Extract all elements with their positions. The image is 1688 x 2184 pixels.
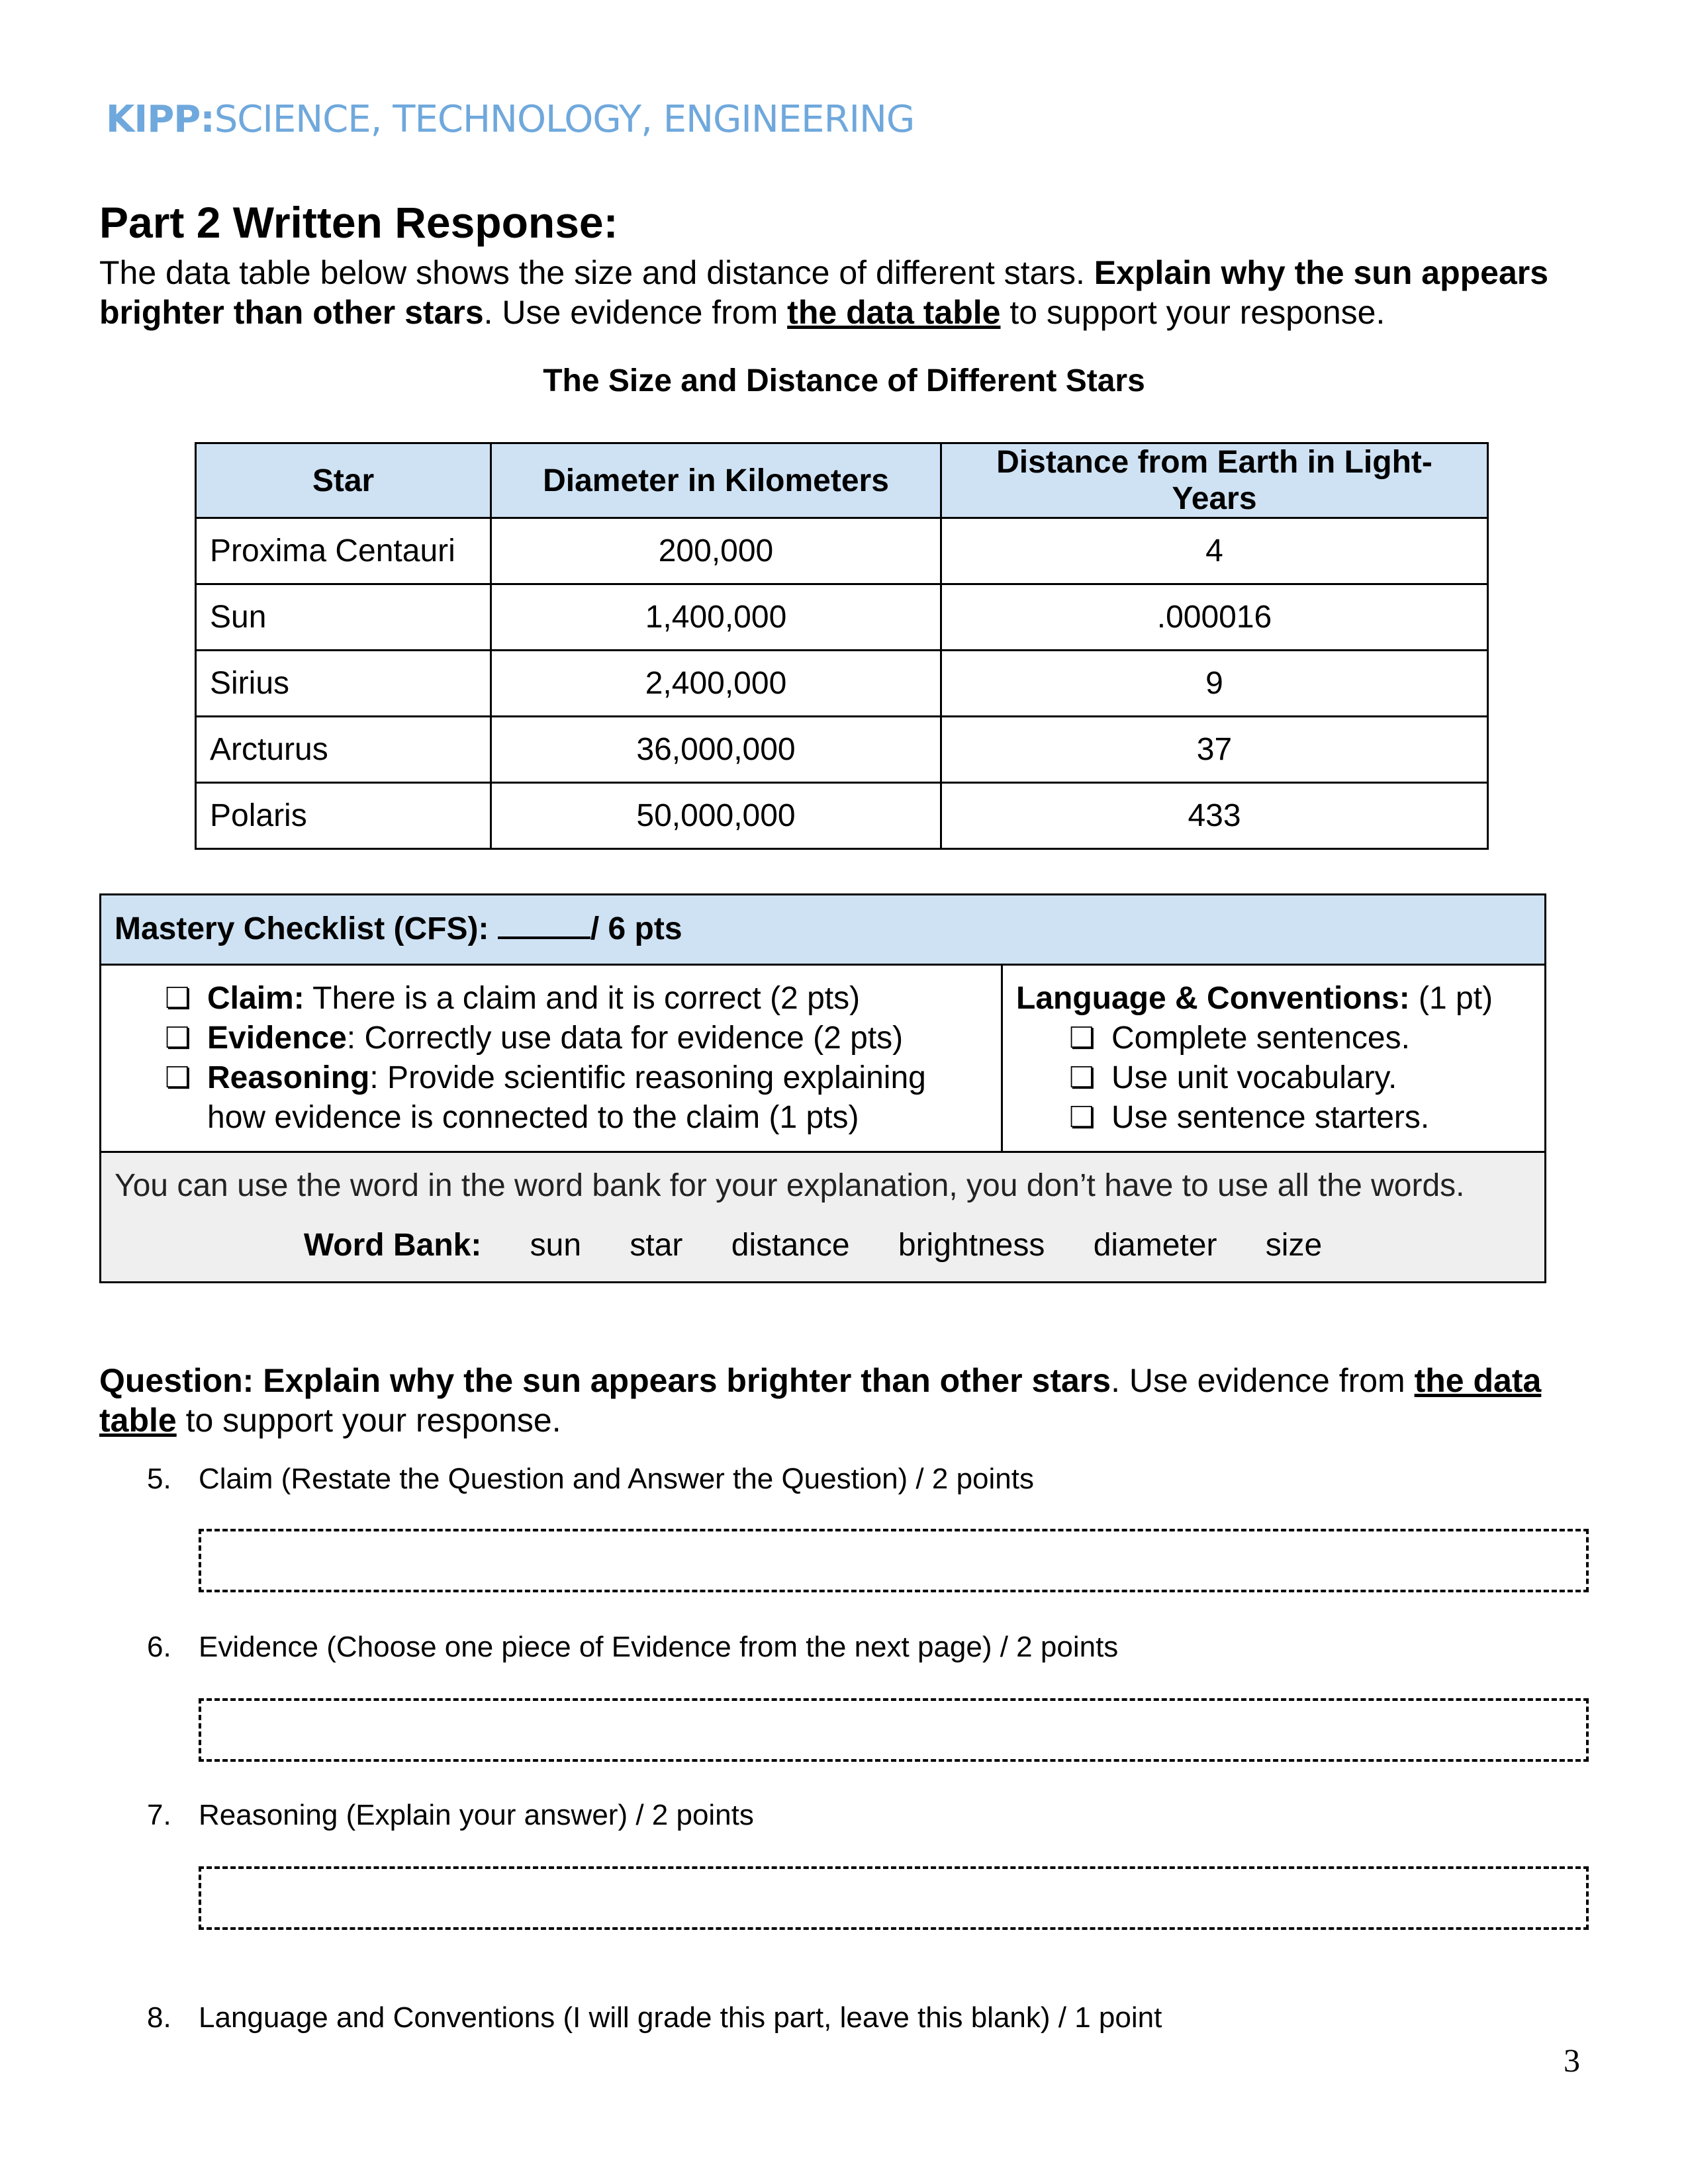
prompt-bold: Explain why the sun appears brighter than other stars	[99, 254, 1549, 331]
question-underlined: the data table	[99, 1362, 1542, 1439]
part-title: Part 2 Written Response:	[99, 198, 618, 247]
table-cell: Polaris	[196, 783, 491, 849]
table-header: Diameter in Kilometers	[491, 443, 941, 518]
table-cell: 200,000	[491, 518, 941, 584]
item-text: Reasoning (Explain your answer) / 2 points	[199, 1799, 754, 1831]
item-text: Claim (Restate the Question and Answer the Question) / 2 points	[199, 1463, 1034, 1495]
word-bank-word: size	[1265, 1228, 1323, 1263]
criterion-label: Reasoning	[207, 1060, 370, 1095]
criterion-claim	[165, 979, 988, 1019]
language-item-text: Use unit vocabulary.	[1111, 1060, 1397, 1095]
item-text: Evidence (Choose one piece of Evidence from the next page) / 2 points	[199, 1631, 1119, 1663]
checkbox-icon[interactable]: ❏	[165, 1021, 191, 1055]
word-bank-word: diameter	[1093, 1228, 1217, 1263]
table-cell: 37	[941, 717, 1488, 783]
word-bank-word: sun	[530, 1228, 582, 1263]
word-bank-note: You can use the word in the word bank for your explanation, you don’t have to use all the words.	[115, 1168, 1465, 1203]
prompt-paragraph	[99, 253, 1589, 332]
criterion-text: : Correctly use data for evidence (2 pts)	[346, 1021, 904, 1056]
language-item	[1069, 1019, 1531, 1058]
table-header-row	[196, 443, 1488, 518]
mastery-title-label: Mastery Checklist (CFS):	[115, 911, 498, 946]
prompt-lead: The data table below shows the size and distance of different stars.	[99, 254, 1094, 291]
item-claim	[147, 1463, 1034, 1496]
table-row	[196, 651, 1488, 717]
checkbox-icon[interactable]: ❏	[1069, 1061, 1096, 1095]
brand-name: KIPP	[106, 98, 201, 141]
word-bank-word: brightness	[898, 1228, 1045, 1263]
program-name: SCIENCE, TECHNOLOGY, ENGINEERING	[214, 98, 915, 141]
criterion-label: Evidence	[207, 1021, 347, 1056]
table-cell: Sun	[196, 584, 491, 651]
item-evidence	[147, 1631, 1118, 1664]
mastery-checklist	[99, 893, 1546, 1283]
cer-criteria	[101, 965, 1002, 1152]
checkbox-icon[interactable]: ❏	[1069, 1021, 1096, 1055]
language-item-text: Complete sentences.	[1111, 1021, 1410, 1056]
word-bank-word: distance	[731, 1228, 850, 1263]
prompt-tail: to support your response.	[1000, 294, 1385, 331]
item-language	[147, 2001, 1162, 2034]
table-cell: 50,000,000	[491, 783, 941, 849]
prompt-mid: . Use evidence from	[483, 294, 788, 331]
table-cell: .000016	[941, 584, 1488, 651]
table-row	[196, 783, 1488, 849]
table-title: The Size and Distance of Different Stars	[543, 363, 1145, 398]
language-item	[1069, 1058, 1531, 1098]
item-number: 5.	[147, 1463, 171, 1495]
table-row	[196, 717, 1488, 783]
question-bold: Question: Explain why the sun appears brighter than other stars	[99, 1362, 1111, 1399]
table-row	[196, 518, 1488, 584]
item-text: Language and Conventions (I will grade this part, leave this blank) / 1 point	[199, 2001, 1162, 2034]
table-cell: Proxima Centauri	[196, 518, 491, 584]
language-points: (1 pt)	[1409, 981, 1493, 1016]
item-number: 6.	[147, 1631, 171, 1663]
table-cell: 36,000,000	[491, 717, 941, 783]
header-logo	[106, 98, 914, 141]
word-bank-section	[101, 1152, 1546, 1283]
checkbox-icon[interactable]: ❏	[165, 981, 191, 1015]
claim-answer-box[interactable]	[199, 1529, 1589, 1592]
item-reasoning	[147, 1799, 754, 1832]
criterion-text: There is a claim and it is correct (2 pts)	[304, 981, 861, 1016]
score-blank[interactable]	[498, 910, 590, 939]
page-number: 3	[1564, 2042, 1580, 2079]
criterion-label: Claim:	[207, 981, 305, 1016]
table-cell: 1,400,000	[491, 584, 941, 651]
table-cell: 2,400,000	[491, 651, 941, 717]
table-header: Distance from Earth in Light-Years	[941, 443, 1488, 518]
table-cell: 433	[941, 783, 1488, 849]
checkbox-icon[interactable]: ❏	[1069, 1101, 1096, 1134]
brand-separator: :	[200, 98, 214, 141]
question-tail: to support your response.	[176, 1402, 561, 1439]
table-row	[196, 584, 1488, 651]
checkbox-icon[interactable]: ❏	[165, 1061, 191, 1095]
evidence-answer-box[interactable]	[199, 1698, 1589, 1762]
mastery-title-suffix: / 6 pts	[590, 911, 682, 946]
table-header: Star	[196, 443, 491, 518]
language-label: Language & Conventions:	[1016, 981, 1410, 1016]
item-number: 8.	[147, 2001, 171, 2034]
word-bank-word: star	[630, 1228, 683, 1263]
table-cell: Arcturus	[196, 717, 491, 783]
mastery-title	[101, 895, 1546, 965]
table-cell: Sirius	[196, 651, 491, 717]
word-bank	[115, 1226, 1531, 1265]
language-conventions	[1002, 965, 1546, 1152]
table-cell: 9	[941, 651, 1488, 717]
criterion-evidence	[165, 1019, 988, 1058]
stars-data-table	[195, 442, 1489, 850]
reasoning-answer-box[interactable]	[199, 1866, 1589, 1930]
question-paragraph	[99, 1361, 1589, 1440]
language-item-text: Use sentence starters.	[1111, 1100, 1430, 1135]
criterion-text: : Provide scientific reasoning explaining how evidence is connected to the claim (1 pts)	[207, 1060, 926, 1135]
question-mid: . Use evidence from	[1111, 1362, 1415, 1399]
prompt-underlined: the data table	[787, 294, 1001, 331]
criterion-reasoning	[165, 1058, 988, 1138]
language-item	[1069, 1098, 1531, 1138]
word-bank-label: Word Bank:	[303, 1228, 482, 1263]
table-cell: 4	[941, 518, 1488, 584]
item-number: 7.	[147, 1799, 171, 1831]
